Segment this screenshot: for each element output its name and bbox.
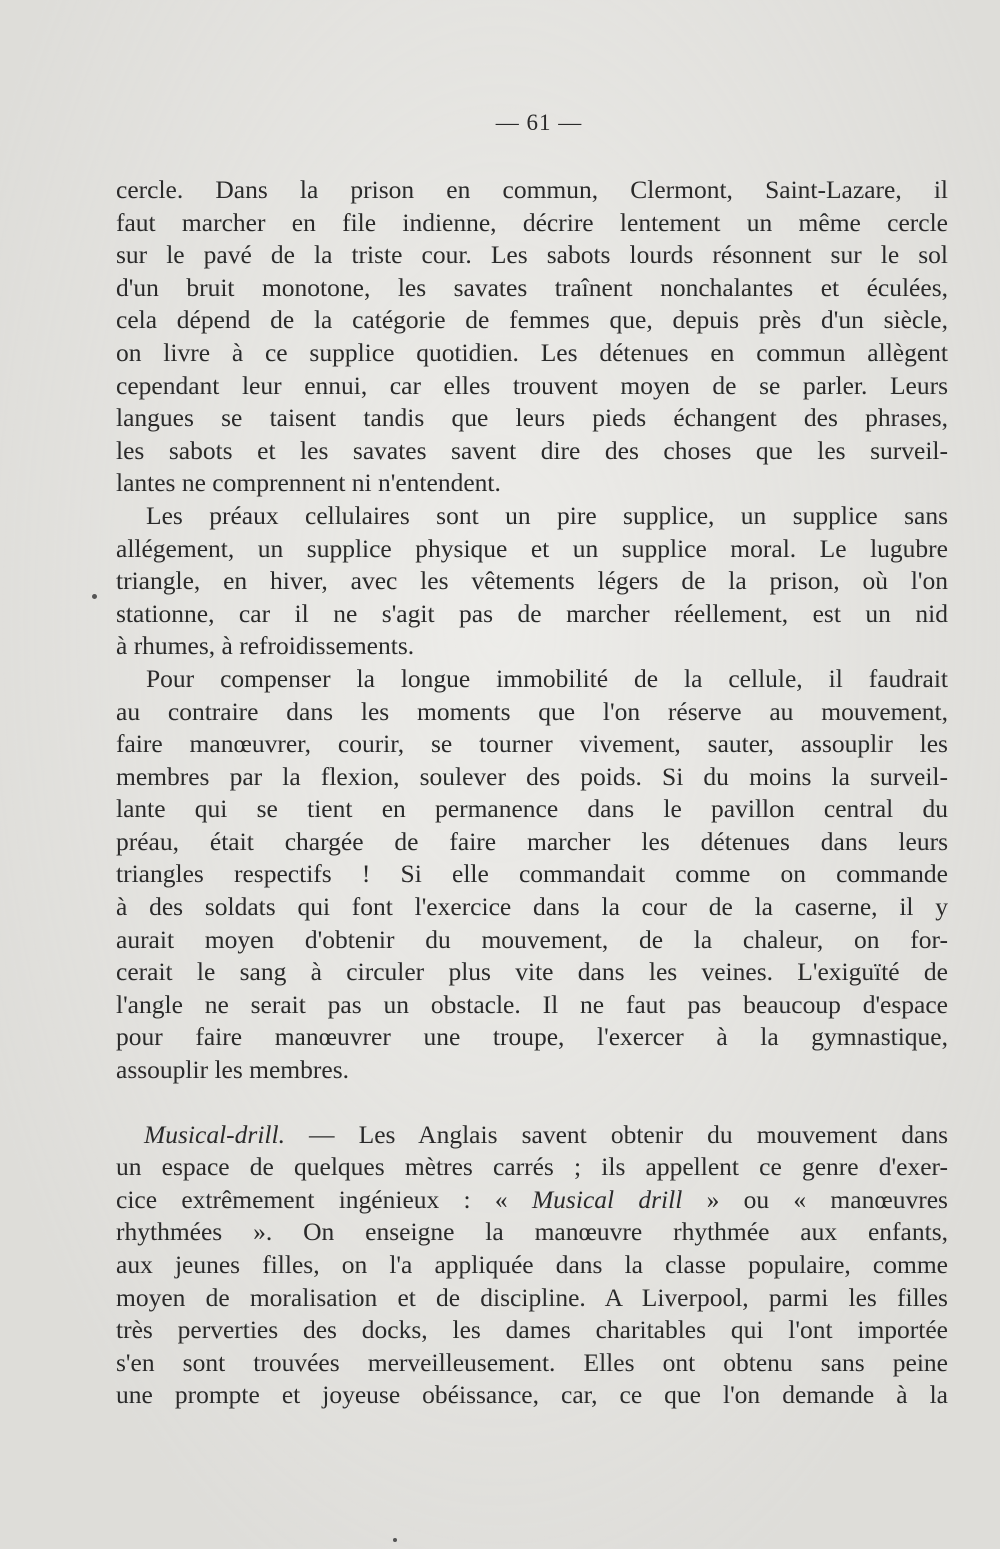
paper-speck [92, 594, 97, 599]
text-line: cercle. Dans la prison en commun, Clermont, Saint-Lazare, il [116, 175, 948, 204]
text-line: langues se taisent tandis que leurs pieds échangent des phrases, [116, 403, 948, 433]
text-line: préau, était chargée de faire marcher les détenues dans leurs [116, 826, 948, 856]
text-line: cependant leur ennui, car elles trouvent moyen de se parler. Leurs [116, 370, 948, 400]
text-line: on livre à ce supplice quotidien. Les détenues en commun allègent [116, 337, 948, 367]
body-text [116, 174, 948, 1412]
text-line: aux jeunes filles, on l'a appliquée dans la classe populaire, comme [116, 1250, 948, 1279]
paragraph-3 [116, 663, 948, 1087]
text-line: à des soldats qui font l'exercice dans la cour de la caserne, il y [116, 892, 948, 922]
section-heading: Musical-drill. [144, 1119, 285, 1149]
text-line: faut marcher en file indienne, décrire lentement un même cercle [116, 207, 948, 237]
text-line: aurait moyen d'obtenir du mouvement, de la chaleur, on for- [116, 924, 948, 954]
text-line-mixed [116, 1184, 948, 1217]
page-number: — 61 — [495, 110, 583, 135]
text-line: faire manœuvrer, courir, se tourner vivement, sauter, assouplir les [116, 729, 948, 759]
section-first-line [116, 1119, 948, 1152]
text-line: allégement, un supplice physique et un supplice moral. Le lugubre [116, 533, 948, 563]
text-line: membres par la flexion, soulever des poids. Si du moins la surveil- [116, 761, 948, 791]
text-line: au contraire dans les moments que l'on réserve au mouvement, [116, 696, 948, 726]
text-line: cerait le sang à circuler plus vite dans les veines. L'exiguïté de [116, 957, 948, 987]
text-fragment: » ou « manœuvres [682, 1184, 948, 1214]
text-line: cela dépend de la catégorie de femmes que, depuis près d'un siècle, [116, 305, 948, 335]
italic-term: Musical drill [531, 1184, 683, 1214]
text-fragment: — Les Anglais savent obtenir du mouvement dans [284, 1119, 948, 1149]
text-line: très perverties des docks, les dames charitables qui l'ont importée [116, 1315, 948, 1345]
text-line: assouplir les membres. [116, 1055, 349, 1085]
text-line: Pour compenser la longue immobilité de la cellule, il faudrait [146, 663, 948, 693]
paper-speck [393, 1538, 397, 1542]
section-musical-drill [116, 1119, 948, 1412]
text-line: lante qui se tient en permanence dans le pavillon central du [116, 794, 948, 824]
section-gap [116, 1087, 948, 1119]
text-line: stationne, car il ne s'agit pas de marcher réellement, est un nid [116, 598, 948, 628]
text-line: un espace de quelques mètres carrés ; ils appellent ce genre d'exer- [116, 1152, 948, 1182]
text-line: pour faire manœuvrer une troupe, l'exercer à la gymnastique, [116, 1022, 948, 1052]
paragraph-2 [116, 500, 948, 663]
text-line: moyen de moralisation et de discipline. A Liverpool, parmi les filles [116, 1282, 948, 1312]
text-line: l'angle ne serait pas un obstacle. Il ne faut pas beaucoup d'espace [116, 989, 948, 1019]
text-line: triangles respectifs ! Si elle commandait comme on commande [116, 859, 948, 889]
text-line: d'un bruit monotone, les savates traînent nonchalantes et éculées, [116, 272, 948, 302]
text-line: sur le pavé de la triste cour. Les sabots lourds résonnent sur le sol [116, 240, 948, 270]
paragraph-1 [116, 174, 948, 500]
text-line: triangle, en hiver, avec les vêtements légers de la prison, où l'on [116, 566, 948, 596]
text-fragment: cice extrêmement ingénieux : « [116, 1184, 532, 1214]
text-line: rhythmées ». On enseigne la manœuvre rhythmée aux enfants, [116, 1217, 948, 1247]
text-line: à rhumes, à refroidissements. [116, 631, 415, 661]
text-line: lantes ne comprennent ni n'entendent. [116, 468, 501, 498]
text-line: Les préaux cellulaires sont un pire supplice, un supplice sans [146, 500, 948, 530]
text-line: une prompte et joyeuse obéissance, car, ce que l'on demande à la [116, 1380, 948, 1410]
text-line: les sabots et les savates savent dire des choses que les surveil- [116, 435, 948, 465]
text-line: s'en sont trouvées merveilleusement. Elles ont obtenu sans peine [116, 1347, 948, 1377]
